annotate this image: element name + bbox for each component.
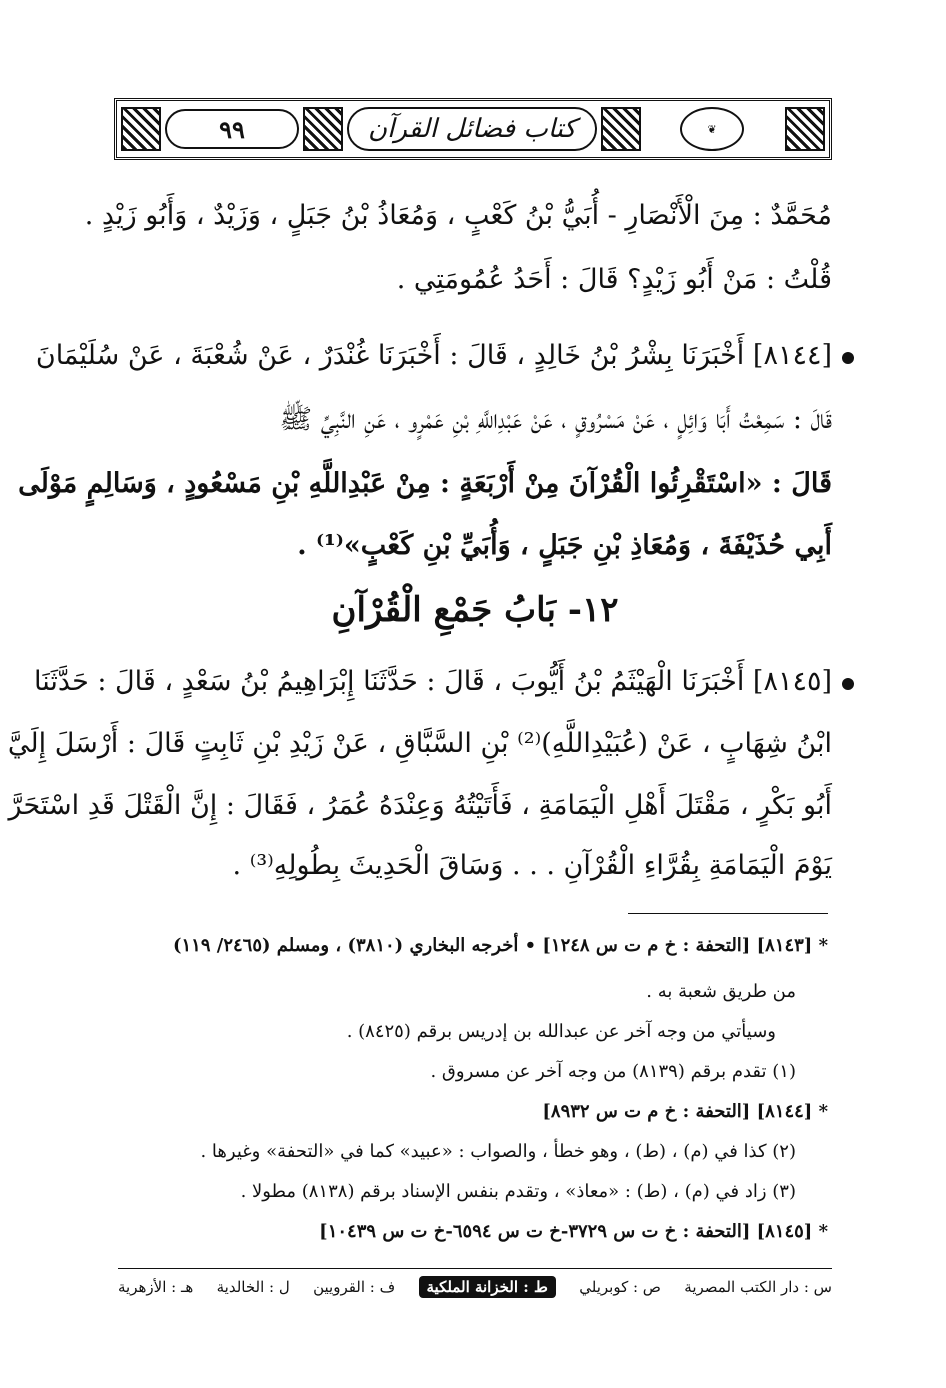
text-line: قُلْتُ : مَنْ أَبُو زَيْدٍ؟ قَالَ : أَحَدُ عُمُومَتِي . [396,264,832,295]
footnote-line: * [٨١٤٣] [التحفة : خ م ت س ١٢٤٨] • أخرجه البخاري (٣٨١٠) ، ومسلم (٢٤٦٥/ ١١٩) [172,935,828,956]
footnote-line: (١) تقدم برقم (٨١٣٩) من وجه آخر عن مسروق . [430,1061,796,1082]
footnote-line: من طريق شعبة به . [646,981,796,1002]
legend-rule [118,1268,832,1269]
chapter-heading: ١٢- بَابُ جَمْعِ الْقُرْآنِ [331,590,619,630]
hadith-quote-line: قَالَ : «اسْتَقْرِئُوا الْقُرْآنَ مِنْ أَرْبَعَةٍ : مِنْ عَبْدِاللَّهِ بْنِ مَسْعُودٍ ، وَسَالِمٍ مَوْلَى [18,468,832,499]
footnote-line: * [٨١٤٤] [التحفة : خ م ت س ٨٩٣٢] [542,1101,828,1122]
hadith-line: [٨١٤٥] أَخْبَرَنَا الْهَيْثَمُ بْنُ أَيُّوبَ ، قَالَ : حَدَّثَنَا إِبْرَاهِيمُ بْنُ سَعْدٍ ، قَالَ : حَدَّثَنَا [34,666,832,697]
footnote-line: (٣) زاد في (م) ، (ط) : «معاذ» ، وتقدم بنفس الإسناد برقم (٨١٣٨) مطولا . [240,1181,796,1202]
ornament-knot-icon [121,107,161,151]
legend-item: ل : الخالدية [216,1278,290,1296]
ornament-knot-icon [785,107,825,151]
bullet-icon [842,352,854,364]
legend-item: ف : القرويين [313,1278,396,1296]
footnote-line: (٢) كذا في (م) ، (ط) ، وهو خطأ ، والصواب : «عبيد» كما في «التحفة» وغيرها . [200,1141,796,1162]
hadith-line: [٨١٤٤] أَخْبَرَنَا بِشْرُ بْنُ خَالِدٍ ، قَالَ : أَخْبَرَنَا غُنْدَرٌ ، عَنْ شُعْبَةَ ، عَنْ سُلَيْمَانَ [35,340,832,371]
text-line: مُحَمَّدٌ : مِنَ الْأَنْصَارِ - أُبَيُّ بْنُ كَعْبٍ ، وَمُعَاذُ بْنُ جَبَلٍ ، وَزَيْدٌ ، وَأَبُو زَيْدٍ . [84,200,832,231]
footnote-line: * [٨١٤٥] [التحفة : خ ت س ٣٧٢٩-خ ت س ٦٥٩٤-خ ت س ١٠٤٣٩] [319,1221,828,1242]
hadith-line: أَبُو بَكْرٍ ، مَقْتَلَ أَهْلِ الْيَمَامَةِ ، فَأَتَيْتُهُ وَعِنْدَهُ عُمَرُ ، فَقَالَ : إِنَّ الْقَتْلَ قَدِ اسْتَحَرَّ [8,790,832,821]
footnote-separator [628,913,828,914]
ornament-knot-icon [303,107,343,151]
ornament-knot-icon [601,107,641,151]
page-header-frame [114,98,832,160]
hadith-line: ابْنُ شِهَابٍ ، عَنْ (عُبَيْدِاللَّهِ)⁽²⁾ بْنِ السَّبَّاقِ ، عَنْ زَيْدِ بْنِ ثَابِتٍ قَالَ : أَرْسَلَ إِلَيَّ [7,728,832,759]
legend-item: ص : كوبريلي [579,1278,661,1296]
hadith-line: يَوْمَ الْيَمَامَةِ بِقُرَّاءِ الْقُرْآنِ . . . وَسَاقَ الْحَدِيثَ بِطُولِهِ⁽³⁾ . [232,850,832,881]
book-title: كتاب فضائل القرآن [347,107,597,151]
legend-item: س : دار الكتب المصرية [684,1278,832,1296]
page-number: ٩٩ [165,109,299,149]
legend-item-highlighted: ط : الخزانة الملكية [419,1276,556,1298]
publisher-seal [647,105,777,153]
bullet-icon [842,678,854,690]
manuscript-legend [118,1272,832,1302]
footnote-line: وسيأتي من وجه آخر عن عبدالله بن إدريس برقم (٨٤٢٥) . [346,1021,776,1042]
calligraphy-seal-icon: ❦ [680,107,744,151]
hadith-quote-line: أَبِي حُذَيْفَةَ ، وَمُعَاذِ بْنِ جَبَلٍ ، وَأُبَيِّ بْنِ كَعْبٍ»⁽¹⁾ . [297,530,832,561]
legend-item: هـ : الأزهرية [118,1278,194,1296]
hadith-line: قَالَ : سَمِعْتُ أَبَا وَائِلٍ ، عَنْ مَسْرُوقٍ ، عَنْ عَبْدِاللَّهِ بْنِ عَمْرٍو ، عَنِ النَّبِيِّ ﷺ [279,404,832,435]
